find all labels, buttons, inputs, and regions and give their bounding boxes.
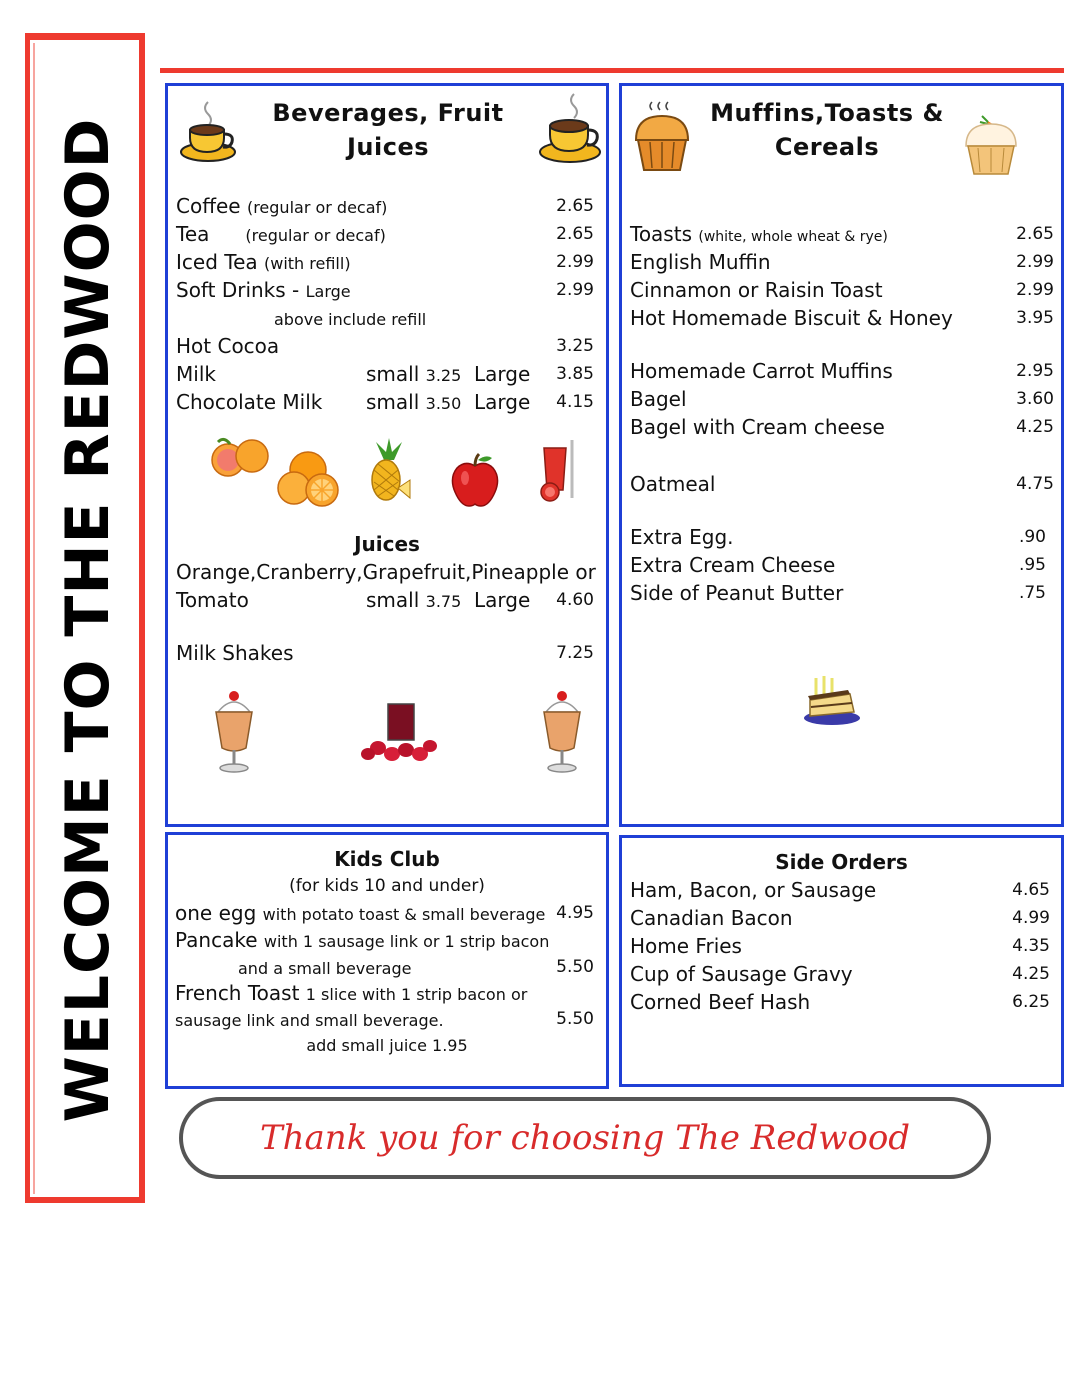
muffins-title: Muffins,Toasts & Cereals xyxy=(710,99,944,161)
side-title: WELCOME TO THE REDWOOD xyxy=(53,117,123,1123)
milkshake-icon xyxy=(536,686,588,776)
menu-item: Tomato xyxy=(176,588,249,612)
size-prices: small 3.25 Large xyxy=(366,362,531,386)
kids-addon: add small juice 1.95 xyxy=(306,1036,468,1055)
menu-item: Bagel xyxy=(630,387,687,411)
kids-title: Kids Club xyxy=(334,847,440,871)
menu-item: Hot Homemade Biscuit & Honey xyxy=(630,306,953,330)
item-price: 4.95 xyxy=(556,903,594,923)
muffins-section xyxy=(619,83,1064,827)
menu-item: Homemade Carrot Muffins xyxy=(630,359,893,383)
menu-item: Canadian Bacon xyxy=(630,906,793,930)
item-price: 3.60 xyxy=(1016,389,1054,409)
menu-item: Ham, Bacon, or Sausage xyxy=(630,878,877,902)
kids-subtitle: (for kids 10 and under) xyxy=(289,876,485,896)
top-rule xyxy=(160,68,1064,73)
item-price: .90 xyxy=(1018,527,1046,547)
tomato-juice-icon xyxy=(536,436,582,504)
item-price: 2.99 xyxy=(1016,252,1054,272)
item-price: 4.25 xyxy=(1016,417,1054,437)
item-price: 4.25 xyxy=(1012,964,1050,984)
menu-item: Iced Tea (with refill) xyxy=(176,250,351,274)
thank-you-banner xyxy=(179,1097,991,1179)
item-price: 4.60 xyxy=(556,590,594,610)
size-prices: small 3.75 Large xyxy=(366,588,531,612)
cake-slice-icon xyxy=(802,674,862,730)
menu-item-desc: sausage link and small beverage. xyxy=(175,1011,444,1030)
item-price: .75 xyxy=(1018,583,1046,603)
menu-item: Milk xyxy=(176,362,216,386)
item-price: 4.35 xyxy=(1012,936,1050,956)
grapefruit-icon xyxy=(208,436,270,484)
menu-item: Pancake with 1 sausage link or 1 strip bacon xyxy=(175,928,550,952)
side-orders-title: Side Orders xyxy=(775,850,908,874)
juices-heading: Juices xyxy=(354,532,420,556)
item-price: 4.65 xyxy=(1012,880,1050,900)
coffee-cup-icon xyxy=(178,98,240,164)
thank-you-text: Thank you for choosing The Redwood xyxy=(259,1118,911,1158)
muffin-icon xyxy=(630,96,694,178)
menu-item: Side of Peanut Butter xyxy=(630,581,844,605)
item-price: 2.99 xyxy=(556,280,594,300)
menu-item: Extra Egg. xyxy=(630,525,734,549)
item-price: 2.99 xyxy=(1016,280,1054,300)
carrot-cupcake-icon xyxy=(962,112,1020,178)
milkshake-icon xyxy=(208,686,260,776)
menu-item-desc: and a small beverage xyxy=(238,959,412,978)
menu-item: French Toast 1 slice with 1 strip bacon or xyxy=(175,981,528,1005)
juices-list: Orange,Cranberry,Grapefruit,Pineapple or xyxy=(176,560,596,584)
item-price: 2.99 xyxy=(556,252,594,272)
item-price: 4.99 xyxy=(1012,908,1050,928)
item-price: 2.65 xyxy=(556,224,594,244)
refill-note: above include refill xyxy=(274,310,427,329)
item-price: 7.25 xyxy=(556,643,594,663)
menu-item: Tea (regular or decaf) xyxy=(176,222,386,246)
item-price: 2.95 xyxy=(1016,361,1054,381)
menu-item: Extra Cream Cheese xyxy=(630,553,836,577)
menu-item: Milk Shakes xyxy=(176,641,294,665)
item-price: 2.65 xyxy=(1016,224,1054,244)
item-price: 5.50 xyxy=(556,1009,594,1029)
cranberry-juice-icon xyxy=(358,698,442,766)
item-price: 6.25 xyxy=(1012,992,1050,1012)
item-price: 2.65 xyxy=(556,196,594,216)
menu-item: Oatmeal xyxy=(630,472,716,496)
item-price: 3.25 xyxy=(556,336,594,356)
kids-club-section xyxy=(165,832,609,1089)
menu-item: English Muffin xyxy=(630,250,771,274)
orange-icon xyxy=(272,448,364,508)
item-price: 5.50 xyxy=(556,957,594,977)
apple-icon xyxy=(450,452,500,508)
menu-item: Cup of Sausage Gravy xyxy=(630,962,853,986)
menu-item: Cinnamon or Raisin Toast xyxy=(630,278,883,302)
beverages-section xyxy=(165,83,609,827)
menu-item: Chocolate Milk xyxy=(176,390,323,414)
item-price: 4.75 xyxy=(1016,474,1054,494)
item-price: 3.85 xyxy=(556,364,594,384)
item-price: 4.15 xyxy=(556,392,594,412)
menu-item: Corned Beef Hash xyxy=(630,990,811,1014)
pineapple-icon xyxy=(364,438,414,508)
menu-item: Hot Cocoa xyxy=(176,334,280,358)
side-orders-section xyxy=(619,835,1064,1087)
menu-item: Toasts (white, whole wheat & rye) xyxy=(630,222,888,246)
item-price: .95 xyxy=(1018,555,1046,575)
beverages-title: Beverages, Fruit Juices xyxy=(272,99,504,161)
menu-item: one egg with potato toast & small beverage xyxy=(175,901,546,925)
item-price: 3.95 xyxy=(1016,308,1054,328)
menu-item: Coffee (regular or decaf) xyxy=(176,194,388,218)
menu-item: Soft Drinks - Large xyxy=(176,278,351,302)
menu-item: Bagel with Cream cheese xyxy=(630,415,885,439)
menu-item: Home Fries xyxy=(630,934,742,958)
size-prices: small 3.50 Large xyxy=(366,390,531,414)
coffee-cup-icon xyxy=(538,90,604,166)
